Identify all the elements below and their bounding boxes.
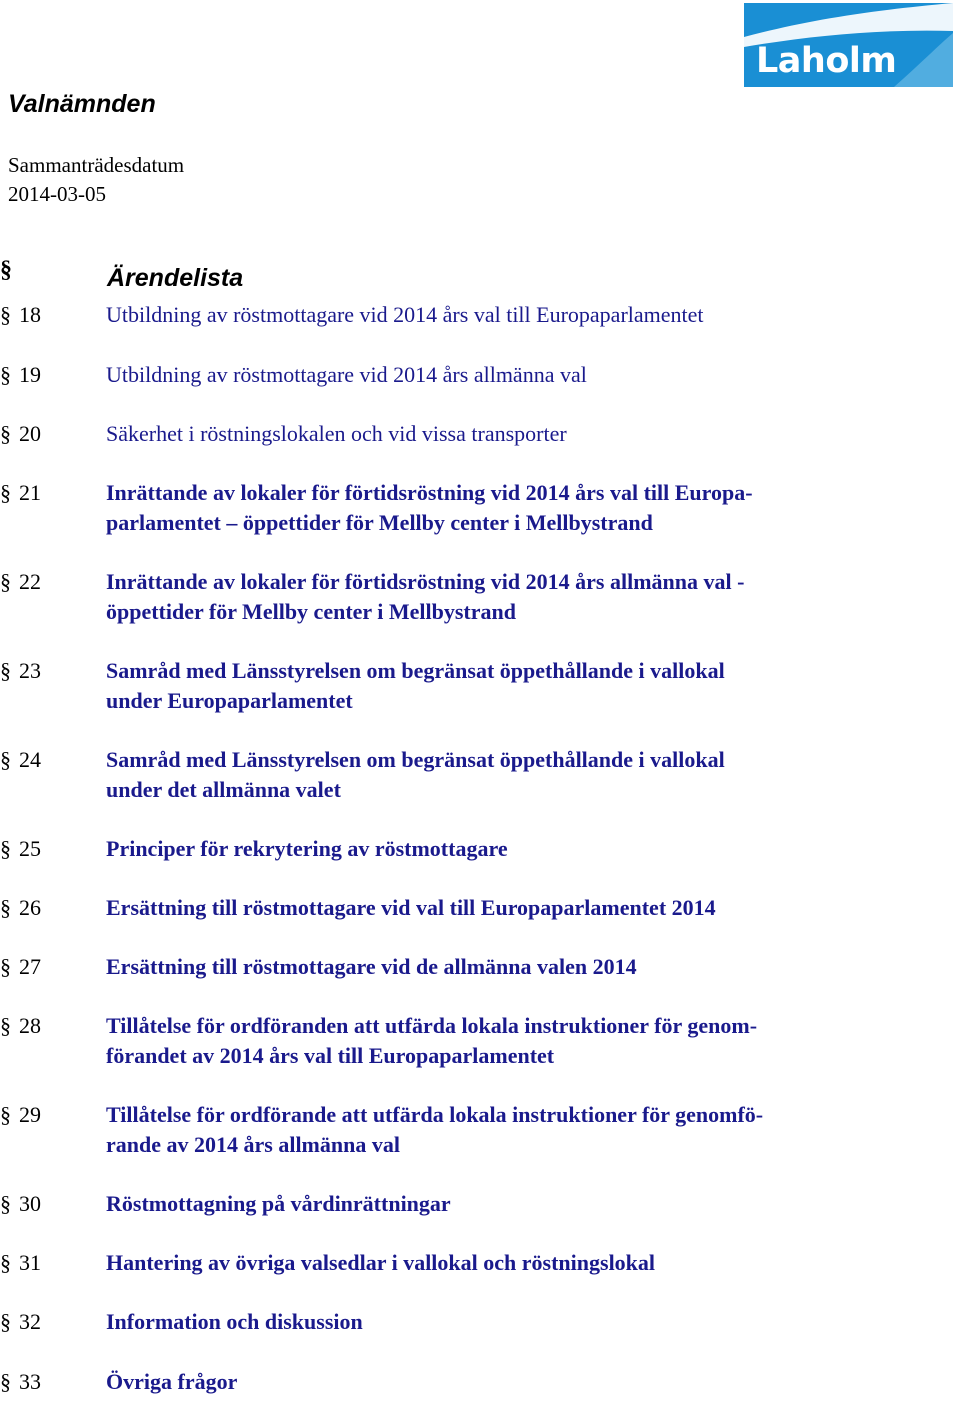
item-section-symbol: §	[0, 1013, 11, 1038]
item-title	[106, 567, 886, 627]
item-title	[106, 834, 886, 864]
item-title-line: Ersättning till röstmottagare vid val till Europaparlamentet 2014	[106, 895, 716, 920]
item-title-line: Samråd med Länsstyrelsen om begränsat öppethållande i vallokal	[106, 658, 725, 683]
item-section-symbol: §	[0, 895, 11, 920]
item-section-symbol: §	[0, 1191, 11, 1216]
item-title	[106, 1100, 886, 1160]
item-title-line: Övriga frågor	[106, 1369, 238, 1394]
item-number: 31	[19, 1250, 41, 1275]
item-title	[106, 478, 886, 538]
item-number: 28	[19, 1013, 41, 1038]
item-title-line: Säkerhet i röstningslokalen och vid vissa transporter	[106, 421, 567, 446]
item-title	[106, 360, 886, 390]
section-symbol: §	[0, 257, 12, 283]
logo-text: Laholm	[756, 41, 897, 81]
item-title	[106, 893, 886, 923]
item-title-line: under det allmänna valet	[106, 777, 341, 802]
item-title-line: Hantering av övriga valsedlar i vallokal och röstningslokal	[106, 1250, 656, 1275]
item-number: 22	[19, 569, 41, 594]
item-title-line: förandet av 2014 års val till Europaparlamentet	[106, 1043, 555, 1068]
item-number: 24	[19, 747, 41, 772]
item-title	[106, 745, 886, 805]
organization-title: Valnämnden	[8, 90, 156, 118]
item-number: 30	[19, 1191, 41, 1216]
item-title	[106, 1189, 886, 1219]
item-section-symbol: §	[0, 1369, 11, 1394]
item-title-line: parlamentet – öppettider för Mellby center i Mellbystrand	[106, 510, 653, 535]
item-title-line: Tillåtelse för ordföranden att utfärda lokala instruktioner för genom-	[106, 1013, 758, 1038]
item-number: 23	[19, 658, 41, 683]
item-title	[106, 1248, 886, 1278]
item-title-line: Tillåtelse för ordförande att utfärda lokala instruktioner för genomfö-	[106, 1102, 764, 1127]
item-section-symbol: §	[0, 658, 11, 683]
item-section-symbol: §	[0, 836, 11, 861]
item-number: 33	[19, 1369, 41, 1394]
item-title-line: Röstmottagning på vårdinrättningar	[106, 1191, 451, 1216]
item-number: 18	[19, 302, 41, 327]
item-section-symbol: §	[0, 362, 11, 387]
item-title-line: under Europaparlamentet	[106, 688, 353, 713]
agenda-heading: Ärendelista	[107, 264, 244, 292]
item-section-symbol: §	[0, 421, 11, 446]
item-number: 27	[19, 954, 41, 979]
item-section-symbol: §	[0, 480, 11, 505]
item-section-symbol: §	[0, 1250, 11, 1275]
item-title-line: Utbildning av röstmottagare vid 2014 års val till Europaparlamentet	[106, 302, 704, 327]
item-number: 21	[19, 480, 41, 505]
item-title	[106, 952, 886, 982]
item-section-symbol: §	[0, 954, 11, 979]
item-number: 25	[19, 836, 41, 861]
item-number: 32	[19, 1309, 41, 1334]
item-number: 26	[19, 895, 41, 920]
item-title-line: Inrättande av lokaler för förtidsröstning vid 2014 års allmänna val -	[106, 569, 745, 594]
item-title	[106, 1367, 886, 1397]
item-title	[106, 1307, 886, 1337]
item-section-symbol: §	[0, 1309, 11, 1334]
item-title-line: öppettider för Mellby center i Mellbystrand	[106, 599, 516, 624]
item-title-line: rande av 2014 års allmänna val	[106, 1132, 400, 1157]
meeting-date-label: Sammanträdesdatum	[8, 153, 185, 177]
item-number: 20	[19, 421, 41, 446]
item-number: 19	[19, 362, 41, 387]
item-number: 29	[19, 1102, 41, 1127]
item-title	[106, 656, 886, 716]
item-section-symbol: §	[0, 1102, 11, 1127]
item-title-line: Inrättande av lokaler för förtidsröstning vid 2014 års val till Europa-	[106, 480, 753, 505]
item-title	[106, 419, 886, 449]
item-section-symbol: §	[0, 747, 11, 772]
meeting-date: 2014-03-05	[8, 182, 106, 206]
laholm-logo	[744, 3, 953, 87]
item-title	[106, 1011, 886, 1071]
item-title	[106, 300, 886, 330]
item-title-line: Utbildning av röstmottagare vid 2014 års allmänna val	[106, 362, 587, 387]
item-title-line: Samråd med Länsstyrelsen om begränsat öppethållande i vallokal	[106, 747, 725, 772]
item-section-symbol: §	[0, 302, 11, 327]
item-section-symbol: §	[0, 569, 11, 594]
item-title-line: Principer för rekrytering av röstmottagare	[106, 836, 508, 861]
item-title-line: Ersättning till röstmottagare vid de allmänna valen 2014	[106, 954, 637, 979]
item-title-line: Information och diskussion	[106, 1309, 363, 1334]
